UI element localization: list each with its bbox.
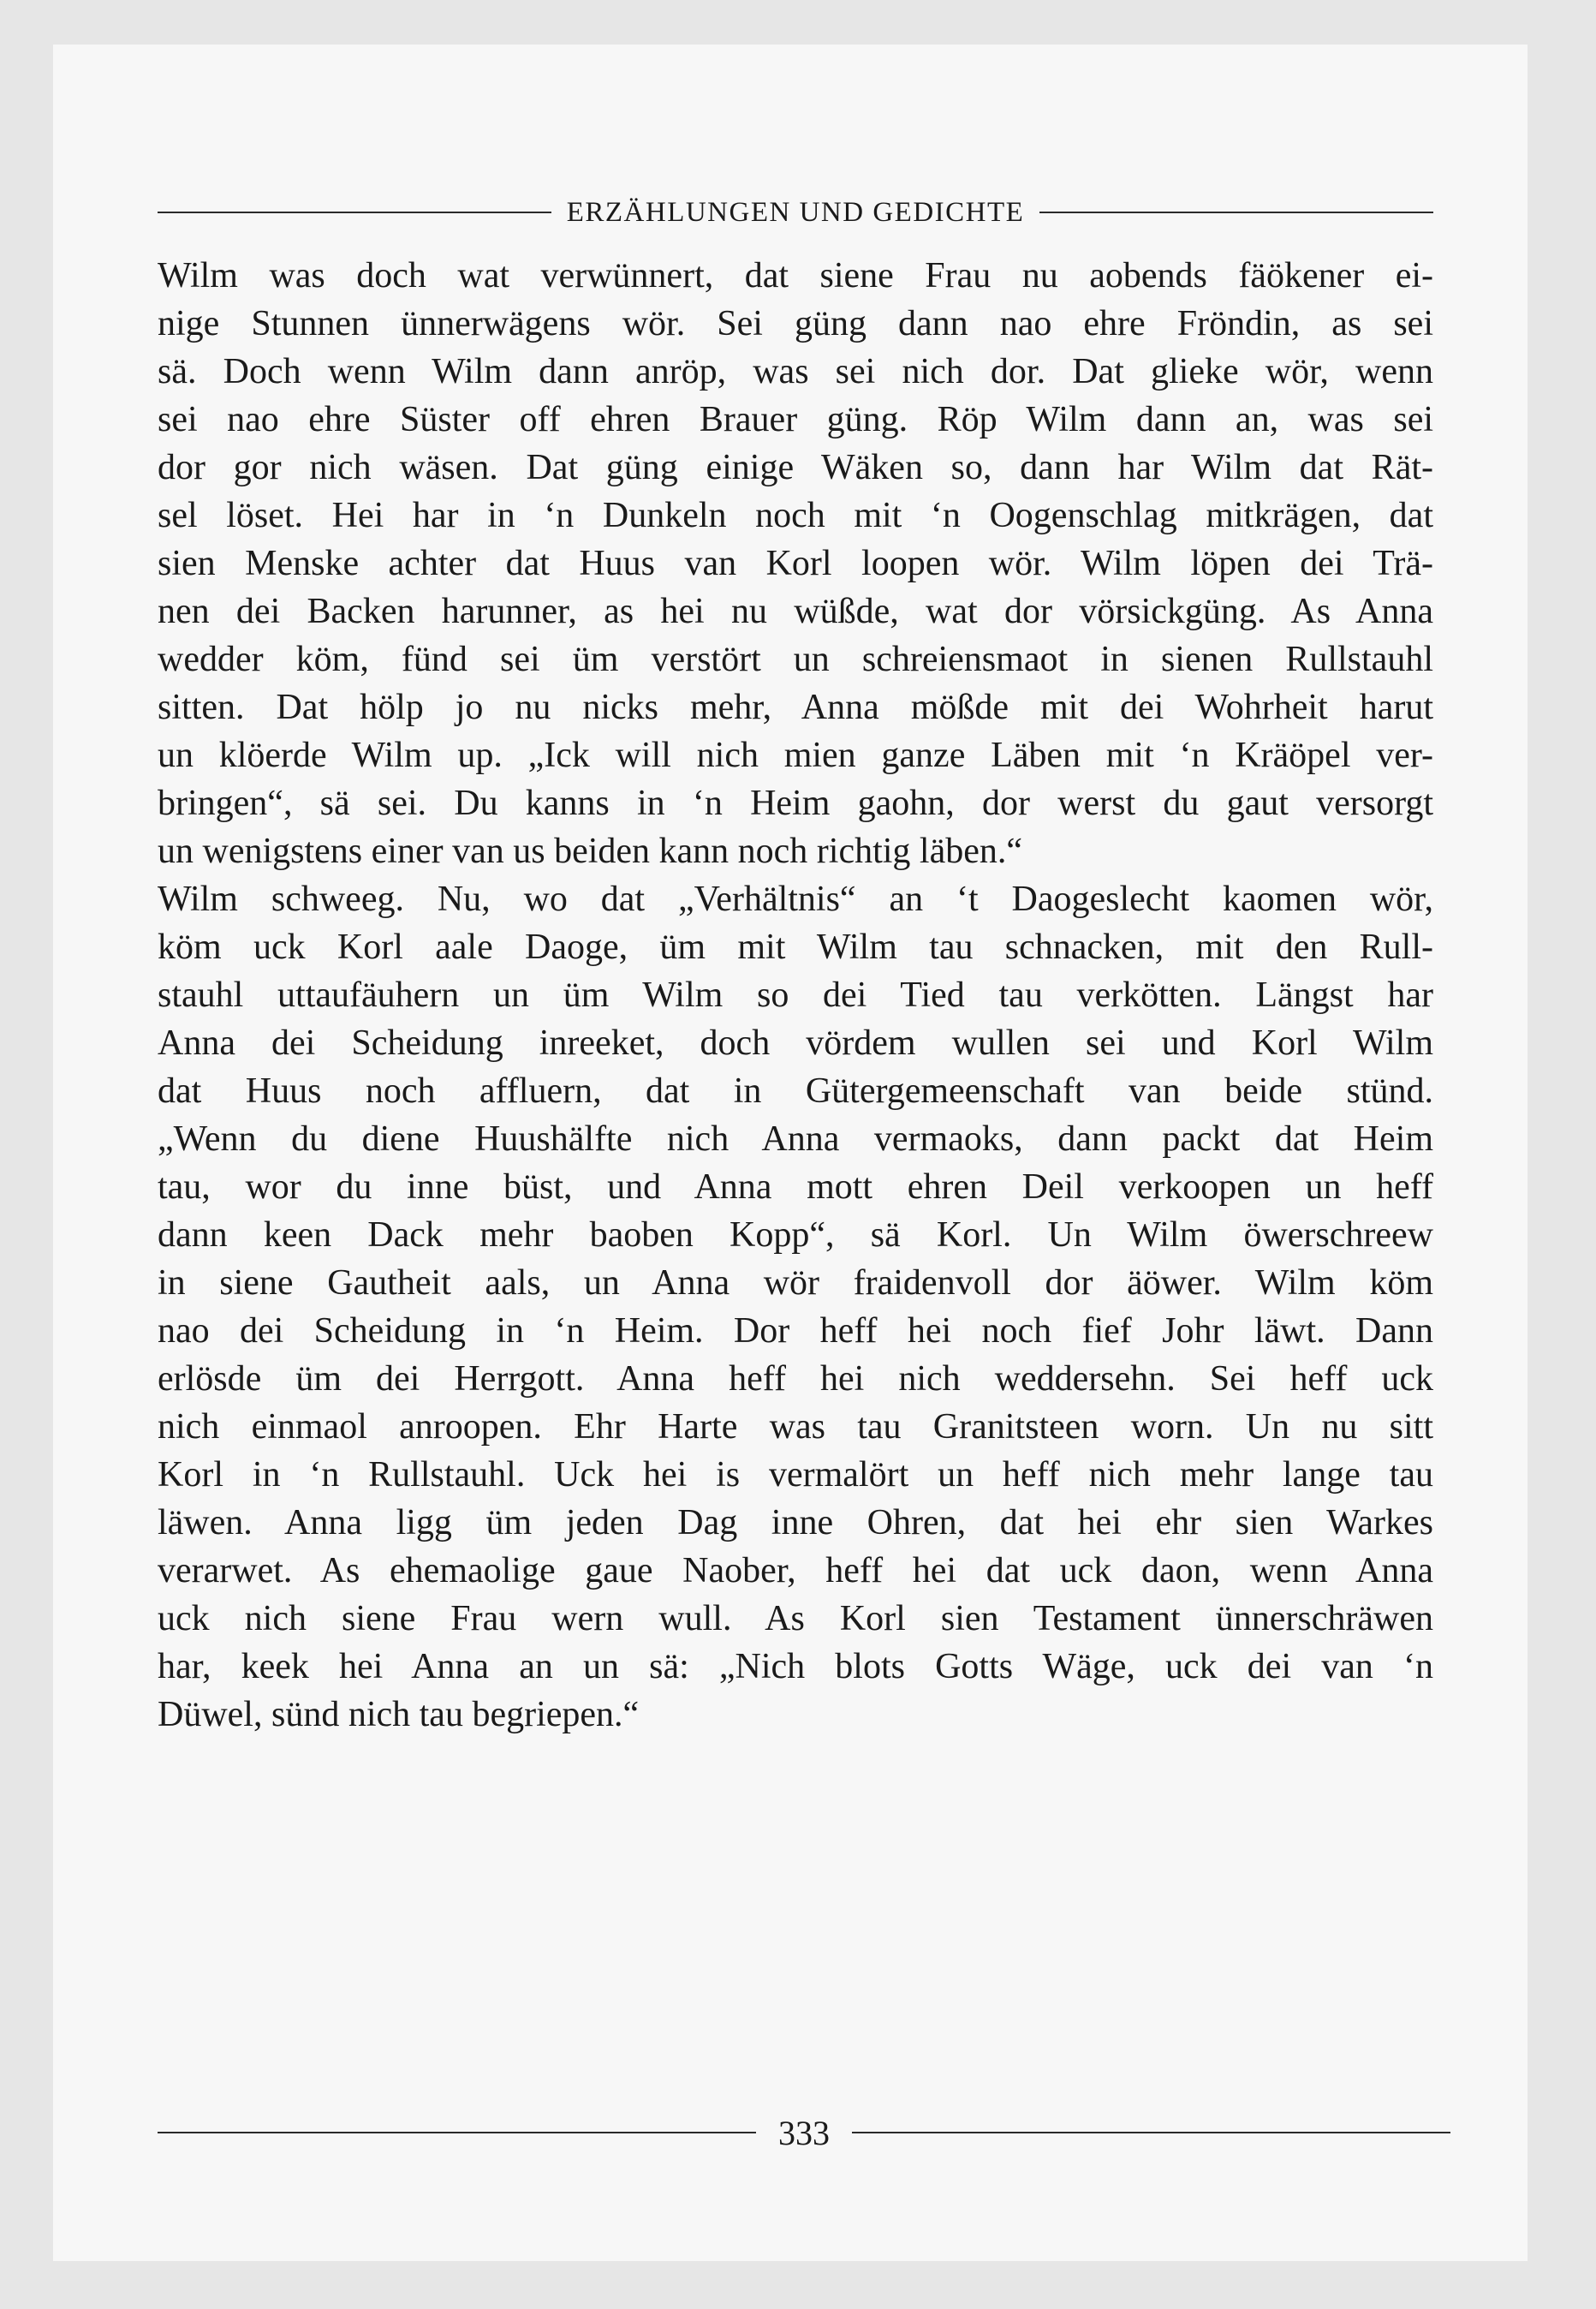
text-line: köm uck Korl aale Daoge, üm mit Wilm tau schnacken, mit den Rull- xyxy=(158,928,1433,967)
page-footer xyxy=(158,2107,1450,2158)
text-line: dann keen Dack mehr baoben Kopp“, sä Korl. Un Wilm öwerschreew xyxy=(158,1215,1433,1255)
page-number: 333 xyxy=(778,2113,830,2152)
text-line: wedder köm, fünd sei üm verstört un schreiensmaot in sienen Rullstauhl xyxy=(158,640,1433,679)
text-line: nige Stunnen ünnerwägens wör. Sei güng dann nao ehre Fröndin, as sei xyxy=(158,304,1433,343)
text-line: Wilm schweeg. Nu, wo dat „Verhältnis“ an ‘t Daogeslecht kaomen wör, xyxy=(158,880,1433,919)
text-line: un wenigstens einer van us beiden kann noch richtig läben.“ xyxy=(158,832,1023,871)
body-text xyxy=(158,252,1433,1739)
footer-rule-right xyxy=(852,2132,1450,2133)
header-rule-left xyxy=(158,212,551,213)
text-line: verarwet. As ehemaolige gaue Naober, heff hei dat uck daon, wenn Anna xyxy=(158,1551,1433,1590)
text-line: Wilm was doch wat verwünnert, dat siene Frau nu aobends fäökener ei- xyxy=(158,256,1433,295)
text-line: „Wenn du diene Huushälfte nich Anna vermaoks, dann packt dat Heim xyxy=(158,1119,1433,1159)
text-line: sä. Doch wenn Wilm dann anröp, was sei nich dor. Dat glieke wör, wenn xyxy=(158,352,1433,391)
text-line: bringen“, sä sei. Du kanns in ‘n Heim gaohn, dor werst du gaut versorgt xyxy=(158,784,1433,823)
text-line: sien Menske achter dat Huus van Korl loopen wör. Wilm löpen dei Trä- xyxy=(158,544,1433,583)
text-line: erlösde üm dei Herrgott. Anna heff hei nich weddersehn. Sei heff uck xyxy=(158,1359,1433,1399)
text-line: läwen. Anna ligg üm jeden Dag inne Ohren, dat hei ehr sien Warkes xyxy=(158,1503,1433,1542)
text-line: har, keek hei Anna an un sä: „Nich blots Gotts Wäge, uck dei van ‘n xyxy=(158,1647,1433,1686)
text-line: un klöerde Wilm up. „Ick will nich mien ganze Läben mit ‘n Kräöpel ver- xyxy=(158,736,1433,775)
text-line: uck nich siene Frau wern wull. As Korl sien Testament ünnerschräwen xyxy=(158,1599,1433,1638)
footer-rule-left xyxy=(158,2132,756,2133)
running-header xyxy=(158,190,1433,235)
text-line: dat Huus noch affluern, dat in Gütergemeenschaft van beide stünd. xyxy=(158,1071,1433,1111)
text-line: nich einmaol anroopen. Ehr Harte was tau Granitsteen worn. Un nu sitt xyxy=(158,1407,1433,1447)
text-line: stauhl uttaufäuhern un üm Wilm so dei Tied tau verkötten. Längst har xyxy=(158,976,1433,1015)
text-line: tau, wor du inne büst, und Anna mott ehren Deil verkoopen un heff xyxy=(158,1167,1433,1207)
text-line: Düwel, sünd nich tau begriepen.“ xyxy=(158,1695,640,1734)
text-line: nen dei Backen harunner, as hei nu wüßde, wat dor vörsickgüng. As Anna xyxy=(158,592,1433,631)
header-rule-right xyxy=(1039,212,1433,213)
running-title: ERZÄHLUNGEN UND GEDICHTE xyxy=(566,196,1025,228)
text-line: sel löset. Hei har in ‘n Dunkeln noch mit ‘n Oogenschlag mitkrägen, dat xyxy=(158,496,1433,535)
text-line: nao dei Scheidung in ‘n Heim. Dor heff hei noch fief Johr läwt. Dann xyxy=(158,1311,1433,1351)
text-line: sei nao ehre Süster off ehren Brauer güng. Röp Wilm dann an, was sei xyxy=(158,400,1433,439)
text-line: sitten. Dat hölp jo nu nicks mehr, Anna mößde mit dei Wohrheit harut xyxy=(158,688,1433,727)
text-line: dor gor nich wäsen. Dat güng einige Wäken so, dann har Wilm dat Rät- xyxy=(158,448,1433,487)
text-line: Korl in ‘n Rullstauhl. Uck hei is vermalört un heff nich mehr lange tau xyxy=(158,1455,1433,1495)
text-line: Anna dei Scheidung inreeket, doch vördem wullen sei und Korl Wilm xyxy=(158,1023,1433,1063)
text-line: in siene Gautheit aals, un Anna wör fraidenvoll dor äöwer. Wilm köm xyxy=(158,1263,1433,1303)
